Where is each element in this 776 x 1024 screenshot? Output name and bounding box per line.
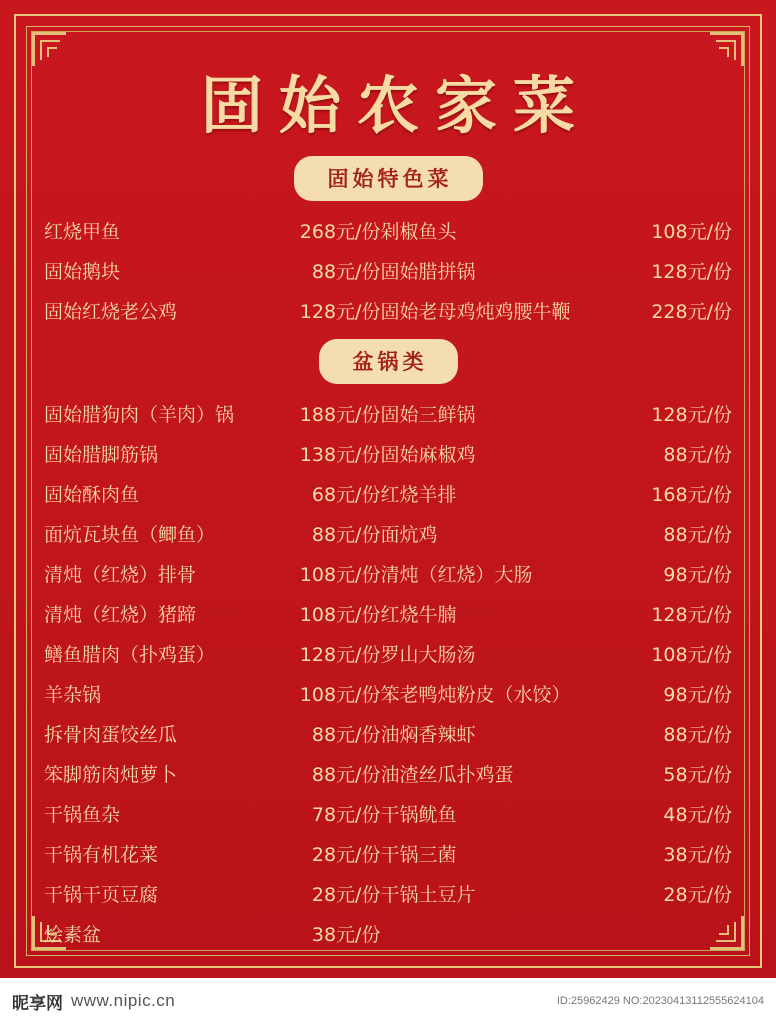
- dish-name: 红烧牛腩: [380, 604, 457, 626]
- dish-name: 红烧羊排: [380, 484, 457, 506]
- table-row: [44, 514, 732, 554]
- page-title: 固始农家菜: [200, 69, 591, 142]
- dish-price: [611, 954, 732, 967]
- dish-price: 88元/份: [663, 444, 732, 466]
- dish-name: 剁椒鱼头: [380, 221, 457, 243]
- dish-name: 固始腊拼锅: [380, 261, 476, 283]
- table-row: [44, 674, 732, 714]
- dish-price: 138元/份: [299, 444, 381, 466]
- section-header-hotpot: [44, 339, 732, 384]
- dish-name: 罗山大肠汤: [380, 644, 476, 666]
- dish-price: 38元/份: [663, 844, 732, 866]
- dish-name: 固始红烧老公鸡: [44, 301, 178, 323]
- section-header-specialties: [44, 156, 732, 201]
- section-title-hotpot: 盆锅类: [319, 339, 458, 384]
- dish-name: 清炖（红烧）排骨: [44, 564, 197, 586]
- dish-name: 烩素盆: [44, 924, 102, 946]
- dish-price: 28元/份: [663, 884, 732, 906]
- dish-price: 68元/份: [311, 484, 381, 506]
- table-row: [44, 554, 732, 594]
- dish-price: 128元/份: [299, 644, 381, 666]
- table-row: [44, 594, 732, 634]
- dish-price: 108元/份: [651, 644, 732, 666]
- dish-name: 拆骨肉蛋饺丝瓜: [44, 724, 178, 746]
- dish-price: 48元/份: [663, 804, 732, 826]
- dish-name: 固始鹅块: [44, 261, 121, 283]
- dish-name: 固始老母鸡炖鸡腰牛鞭: [380, 301, 571, 323]
- table-row: [44, 634, 732, 674]
- dish-name: 红烧甲鱼: [44, 221, 121, 243]
- table-row: [44, 434, 732, 474]
- dish-name: 固始麻椒鸡: [380, 444, 476, 466]
- dish-name: 油焖香辣虾: [380, 724, 476, 746]
- image-id-text: ID:25962429 NO:20230413112555624104: [556, 995, 764, 1007]
- dish-price: 128元/份: [299, 301, 381, 323]
- dish-name: 清炖（红烧）大肠: [380, 564, 533, 586]
- dish-price: 88元/份: [311, 724, 381, 746]
- section-title-specialties: 固始特色菜: [294, 156, 483, 201]
- dish-name: 面炕瓦块鱼（鲫鱼）: [44, 524, 216, 546]
- dish-name: 干锅干页豆腐: [44, 884, 159, 906]
- dish-price: [611, 914, 732, 954]
- dish-price: 58元/份: [663, 764, 732, 786]
- table-row: [44, 714, 732, 754]
- brand-block: [12, 989, 175, 1014]
- dish-price: 98元/份: [663, 564, 732, 586]
- dish-price: 38元/份: [311, 924, 381, 946]
- dish-price: 88元/份: [311, 261, 381, 283]
- table-row: [44, 291, 732, 331]
- dish-name: 固始腊狗肉（羊肉）锅: [44, 404, 235, 426]
- table-row: [44, 874, 732, 914]
- dish-name: 干锅有机花菜: [44, 844, 159, 866]
- dish-price: 268元/份: [299, 221, 381, 243]
- dish-price: [260, 954, 381, 967]
- dish-price: 128元/份: [651, 261, 732, 283]
- dish-price: 78元/份: [311, 804, 381, 826]
- site-url: www.nipic.cn: [71, 991, 176, 1010]
- dish-name: 固始酥肉鱼: [44, 484, 140, 506]
- dish-price: 168元/份: [651, 484, 732, 506]
- dish-price: 88元/份: [663, 724, 732, 746]
- dish-price: 28元/份: [311, 884, 381, 906]
- table-row: [44, 834, 732, 874]
- dish-price: 108元/份: [651, 221, 732, 243]
- dish-price: 108元/份: [299, 564, 381, 586]
- table-row: [44, 474, 732, 514]
- dish-price: 108元/份: [299, 604, 381, 626]
- dish-name: 干锅土豆片: [380, 884, 476, 906]
- table-row: [44, 954, 732, 967]
- dish-price: 88元/份: [663, 524, 732, 546]
- table-row: [44, 914, 732, 954]
- dish-price: 88元/份: [311, 764, 381, 786]
- dish-name: [44, 954, 260, 967]
- dish-price: 188元/份: [299, 404, 381, 426]
- dish-name: 清炖（红烧）猪蹄: [44, 604, 197, 626]
- dish-name: 笨脚筋肉炖萝卜: [44, 764, 178, 786]
- dish-price: 108元/份: [299, 684, 381, 706]
- table-row: [44, 754, 732, 794]
- dish-name: 固始三鲜锅: [380, 404, 476, 426]
- dish-price: 88元/份: [311, 524, 381, 546]
- watermark-footer: [0, 978, 776, 1024]
- dish-price: 28元/份: [311, 844, 381, 866]
- dish-name: 固始腊脚筋锅: [44, 444, 159, 466]
- dish-name: [380, 914, 611, 954]
- dish-name: 面炕鸡: [380, 524, 438, 546]
- dish-price: 128元/份: [651, 404, 732, 426]
- table-row: [44, 251, 732, 291]
- table-row: [44, 394, 732, 434]
- dish-name: 鳝鱼腊肉（扑鸡蛋）: [44, 644, 216, 666]
- dish-name: 干锅鱼杂: [44, 804, 121, 826]
- dish-price: 98元/份: [663, 684, 732, 706]
- dish-name: [380, 954, 611, 967]
- dish-name: 羊杂锅: [44, 684, 102, 706]
- site-logo: 昵享网: [12, 993, 63, 1014]
- dish-price: 228元/份: [651, 301, 732, 323]
- dish-name: 笨老鸭炖粉皮（水饺）: [380, 684, 571, 706]
- menu-table-specialties: [44, 211, 732, 331]
- table-row: [44, 794, 732, 834]
- menu-table-hotpot: [44, 394, 732, 967]
- dish-name: 干锅三菌: [380, 844, 457, 866]
- dish-price: 128元/份: [651, 604, 732, 626]
- table-row: [44, 211, 732, 251]
- dish-name: 干锅鱿鱼: [380, 804, 457, 826]
- menu-content: [44, 148, 732, 967]
- dish-name: 油渣丝瓜扑鸡蛋: [380, 764, 514, 786]
